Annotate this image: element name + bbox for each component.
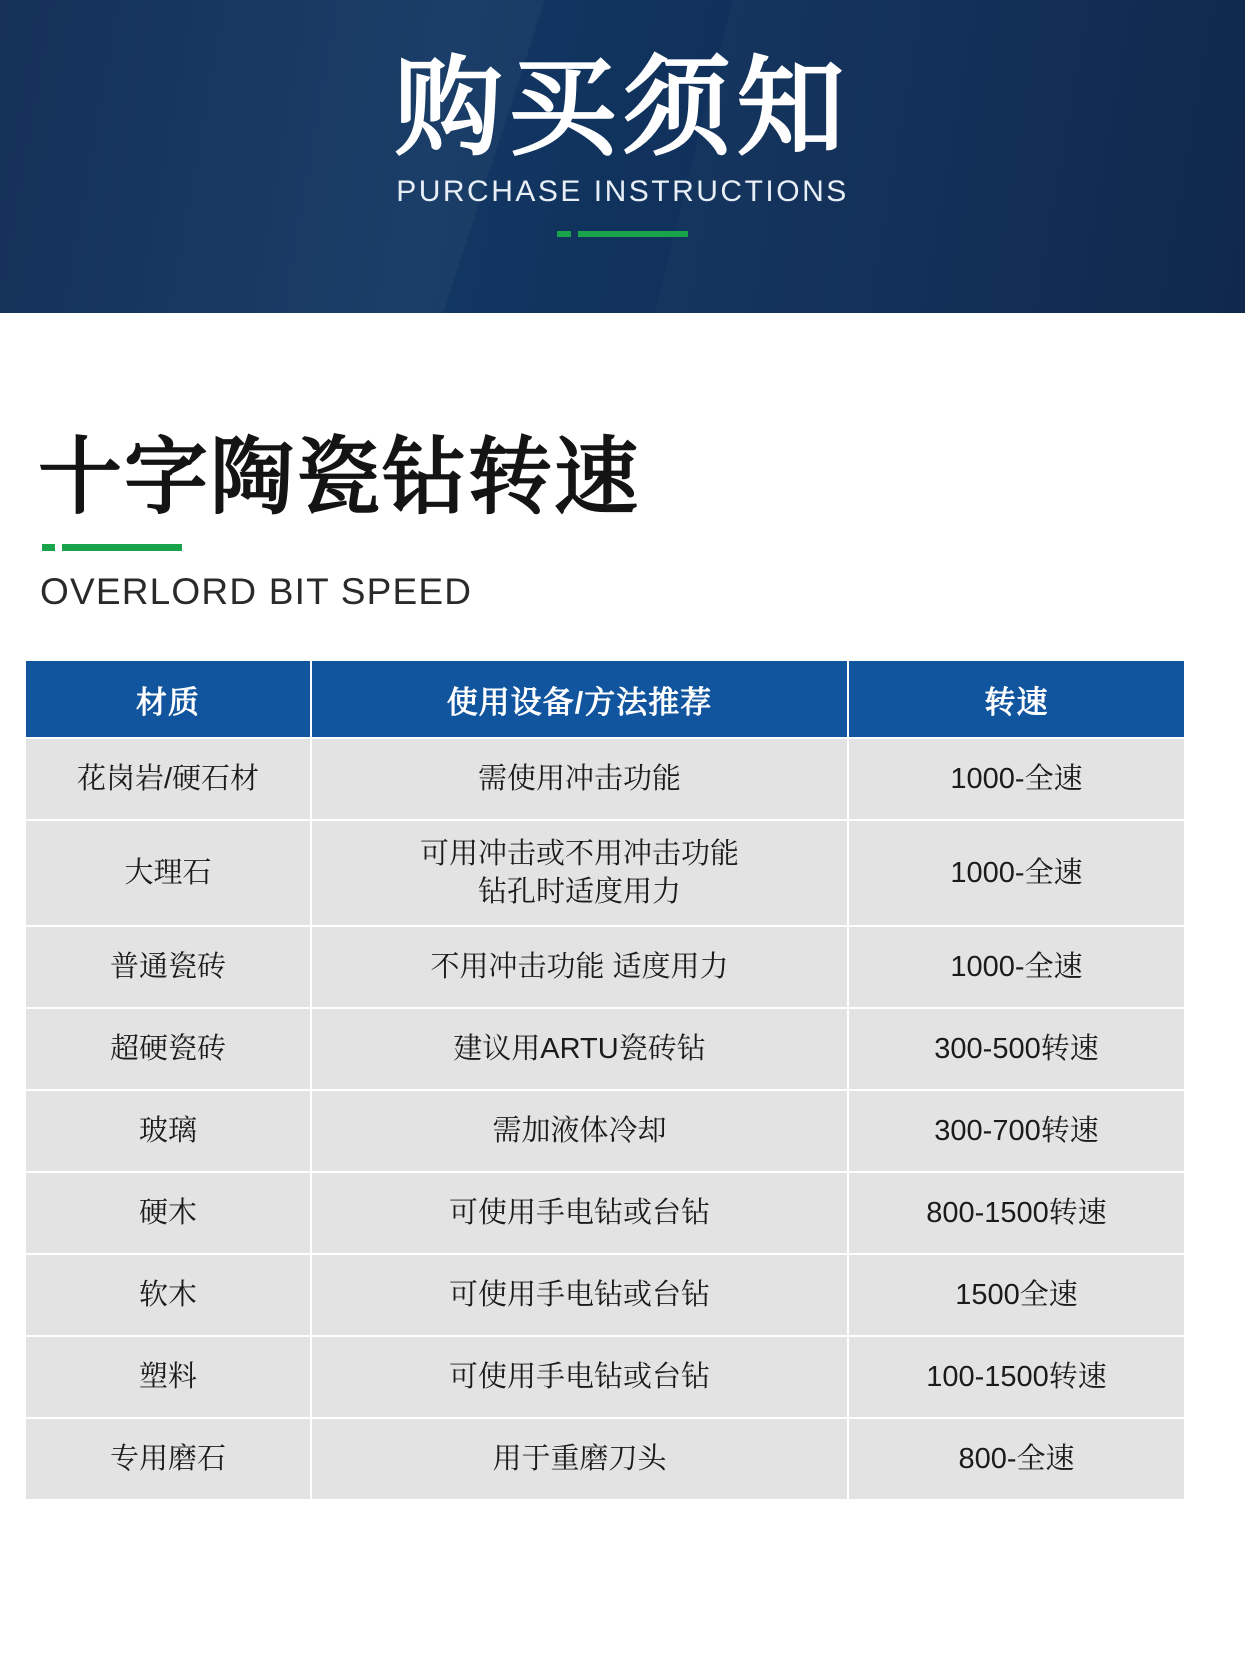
table-body [25,738,1185,1500]
cell-speed: 300-700转速 [848,1090,1185,1172]
table-row [25,1172,1185,1254]
speed-section [0,313,1245,613]
cell-method [311,1008,848,1090]
table-header-material: 材质 [25,660,311,738]
speed-table [24,659,1186,1501]
table-row [25,1418,1185,1500]
cell-speed: 800-全速 [848,1418,1185,1500]
divider-segment-small [557,231,571,237]
cell-material: 硬木 [25,1172,311,1254]
cell-method [311,1172,848,1254]
cell-method [311,1090,848,1172]
cell-speed: 1500全速 [848,1254,1185,1336]
purchase-instructions-banner [0,0,1245,313]
table-row [25,1008,1185,1090]
cell-method-line1: 可使用手电钻或台钻 [448,1360,710,1393]
cell-material: 软木 [25,1254,311,1336]
cell-method-line1: 可使用手电钻或台钻 [448,1278,710,1311]
banner-subtitle: PURCHASE INSTRUCTIONS [396,175,849,209]
cell-material: 塑料 [25,1336,311,1418]
cell-method-line1: 用于重磨刀头 [492,1442,667,1475]
table-row [25,738,1185,820]
cell-material: 大理石 [25,820,311,926]
divider-segment-large [62,544,182,551]
cell-material: 专用磨石 [25,1418,311,1500]
banner-divider [555,231,691,237]
table-head [25,660,1185,738]
cell-speed: 1000-全速 [848,820,1185,926]
divider-segment-small [42,544,55,551]
cell-speed: 300-500转速 [848,1008,1185,1090]
cell-method-line1: 不用冲击功能 适度用力 [430,950,729,983]
cell-method-line2: 钻孔时适度用力 [477,876,681,909]
cell-material: 普通瓷砖 [25,926,311,1008]
section-title: 十字陶瓷钻转速 [38,428,641,526]
cell-method [311,1418,848,1500]
table-row [25,926,1185,1008]
cell-method [311,1254,848,1336]
cell-method-line1: 需加液体冷却 [492,1114,667,1147]
table-row [25,1254,1185,1336]
table-row [25,820,1185,926]
cell-method [311,738,848,820]
banner-content [0,0,1245,237]
table-row [25,1090,1185,1172]
cell-material: 超硬瓷砖 [25,1008,311,1090]
cell-method [311,1336,848,1418]
banner-title: 购买须知 [394,46,851,171]
table-header-method: 使用设备/方法推荐 [311,660,848,738]
table-row [25,1336,1185,1418]
cell-material: 玻璃 [25,1090,311,1172]
cell-method [311,820,848,926]
cell-speed: 1000-全速 [848,738,1185,820]
cell-method-line1: 可用冲击或不用冲击功能 [419,837,739,870]
cell-material: 花岗岩/硬石材 [25,738,311,820]
cell-speed: 100-1500转速 [848,1336,1185,1418]
divider-segment-large [578,231,688,237]
section-subtitle: OVERLORD BIT SPEED [40,571,473,613]
cell-method-line1: 可使用手电钻或台钻 [448,1196,710,1229]
section-divider [42,544,1207,551]
table-header-row [25,660,1185,738]
cell-speed: 800-1500转速 [848,1172,1185,1254]
cell-speed: 1000-全速 [848,926,1185,1008]
cell-method-line1: 需使用冲击功能 [477,762,681,795]
table-header-speed: 转速 [848,660,1185,738]
cell-method [311,926,848,1008]
speed-table-container [0,659,1245,1501]
cell-method-line1: 建议用ARTU瓷砖钻 [453,1032,706,1065]
